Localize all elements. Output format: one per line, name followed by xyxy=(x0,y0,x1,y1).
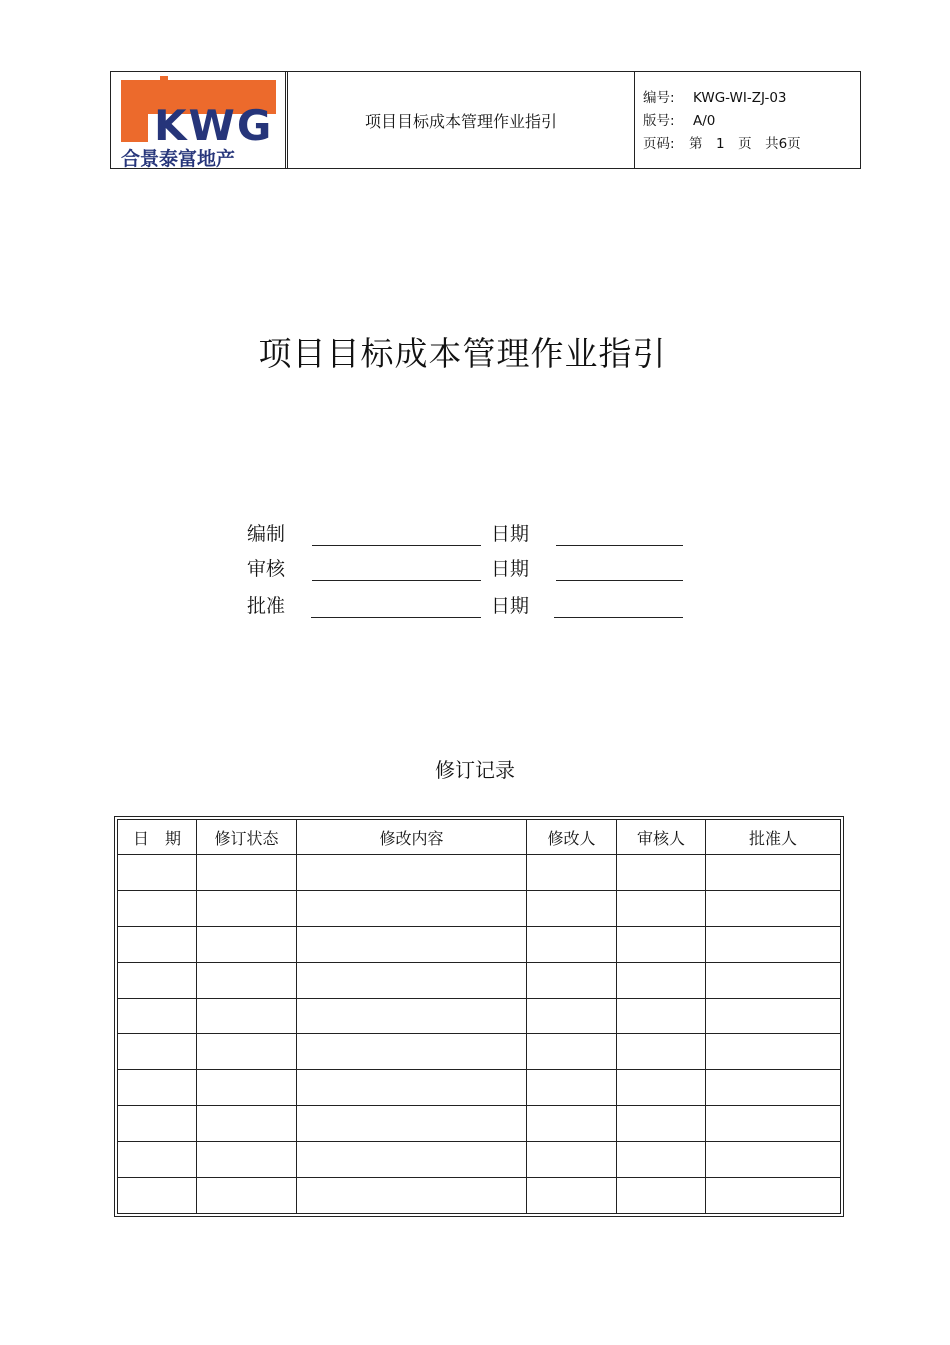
table-cell xyxy=(617,1142,706,1178)
table-row xyxy=(118,962,841,998)
table-row xyxy=(118,1178,841,1214)
table-cell xyxy=(297,926,527,962)
col-date: 日 期 xyxy=(118,820,197,855)
table-cell xyxy=(297,855,527,891)
table-cell xyxy=(706,855,841,891)
table-cell xyxy=(527,998,617,1034)
table-cell xyxy=(706,1070,841,1106)
table-cell xyxy=(118,1178,197,1214)
table-cell xyxy=(118,1070,197,1106)
table-cell xyxy=(617,998,706,1034)
header-doc-title: 项目目标成本管理作业指引 xyxy=(288,72,635,168)
table-cell xyxy=(527,962,617,998)
doc-code-row xyxy=(643,87,860,110)
doc-version-row xyxy=(643,110,860,133)
table-cell xyxy=(297,890,527,926)
table-cell xyxy=(617,926,706,962)
logo-cell xyxy=(111,72,288,168)
table-cell xyxy=(617,1070,706,1106)
doc-code-label: 编号: xyxy=(643,90,675,106)
table-cell xyxy=(197,890,297,926)
doc-version-label: 版号: xyxy=(643,113,675,129)
table-cell xyxy=(706,1106,841,1142)
page-title: 项目目标成本管理作业指引 xyxy=(258,334,667,373)
kwg-logo xyxy=(121,78,276,170)
table-cell xyxy=(197,1034,297,1070)
signoff-line-compile xyxy=(312,545,481,546)
signoff-date-label: 日期 xyxy=(491,523,530,545)
logo-text: KWG xyxy=(154,101,274,150)
table-cell xyxy=(706,1142,841,1178)
table-cell xyxy=(706,1034,841,1070)
header-info xyxy=(635,72,860,168)
table-row xyxy=(118,890,841,926)
table-cell xyxy=(197,1142,297,1178)
table-cell xyxy=(297,998,527,1034)
table-cell xyxy=(118,855,197,891)
signoff-role-compile: 编制 xyxy=(247,523,286,545)
signoff-date-label: 日期 xyxy=(491,558,530,580)
doc-code-value: KWG-WI-ZJ-03 xyxy=(693,90,787,106)
table-cell xyxy=(527,1178,617,1214)
table-cell xyxy=(197,1070,297,1106)
table-cell xyxy=(197,1178,297,1214)
col-approver: 批准人 xyxy=(706,820,841,855)
revision-table xyxy=(117,819,841,1214)
table-row xyxy=(118,1142,841,1178)
table-cell xyxy=(527,926,617,962)
table-cell xyxy=(297,1142,527,1178)
logo-chinese-name: 合景泰富地产 xyxy=(121,148,236,170)
table-cell xyxy=(617,890,706,926)
table-cell xyxy=(527,1142,617,1178)
table-cell xyxy=(706,926,841,962)
table-cell xyxy=(297,1070,527,1106)
col-content: 修改内容 xyxy=(297,820,527,855)
table-cell xyxy=(706,1178,841,1214)
signoff-date-label: 日期 xyxy=(491,595,530,617)
table-cell xyxy=(297,1106,527,1142)
table-cell xyxy=(706,890,841,926)
doc-version-value: A/0 xyxy=(693,113,716,129)
revision-title: 修订记录 xyxy=(435,758,515,782)
table-cell xyxy=(527,1070,617,1106)
signoff-line-approve xyxy=(311,617,481,618)
table-row xyxy=(118,998,841,1034)
table-cell xyxy=(197,998,297,1034)
table-cell xyxy=(197,855,297,891)
table-row xyxy=(118,1070,841,1106)
table-cell xyxy=(197,962,297,998)
document-header xyxy=(110,71,861,169)
table-cell xyxy=(617,1178,706,1214)
doc-page-row xyxy=(643,133,860,156)
table-cell xyxy=(118,926,197,962)
table-cell xyxy=(297,1034,527,1070)
signoff-line-review xyxy=(312,580,481,581)
table-cell xyxy=(706,998,841,1034)
table-cell xyxy=(617,855,706,891)
table-cell xyxy=(297,962,527,998)
table-cell xyxy=(118,998,197,1034)
table-cell xyxy=(527,1106,617,1142)
table-row xyxy=(118,926,841,962)
table-cell xyxy=(527,890,617,926)
table-cell xyxy=(617,1034,706,1070)
signoff-date-line xyxy=(556,545,683,546)
doc-page-label: 页码: xyxy=(643,136,675,152)
table-cell xyxy=(118,890,197,926)
signoff-role-review: 审核 xyxy=(247,558,286,580)
doc-page-value: 第 1 页 共6页 xyxy=(689,136,801,152)
revision-header-row xyxy=(118,820,841,855)
table-cell xyxy=(118,1106,197,1142)
table-cell xyxy=(118,1034,197,1070)
signoff-date-line xyxy=(556,580,683,581)
revision-table-frame xyxy=(114,816,844,1217)
table-cell xyxy=(527,855,617,891)
col-status: 修订状态 xyxy=(197,820,297,855)
table-cell xyxy=(527,1034,617,1070)
table-cell xyxy=(706,962,841,998)
col-reviewer: 审核人 xyxy=(617,820,706,855)
signoff-role-approve: 批准 xyxy=(247,595,286,617)
revision-body xyxy=(118,855,841,1214)
table-cell xyxy=(617,962,706,998)
table-cell xyxy=(118,962,197,998)
table-cell xyxy=(197,926,297,962)
table-cell xyxy=(297,1178,527,1214)
table-cell xyxy=(617,1106,706,1142)
table-row xyxy=(118,855,841,891)
col-modifier: 修改人 xyxy=(527,820,617,855)
signoff-date-line xyxy=(554,617,683,618)
table-row xyxy=(118,1034,841,1070)
table-cell xyxy=(118,1142,197,1178)
table-cell xyxy=(197,1106,297,1142)
table-row xyxy=(118,1106,841,1142)
